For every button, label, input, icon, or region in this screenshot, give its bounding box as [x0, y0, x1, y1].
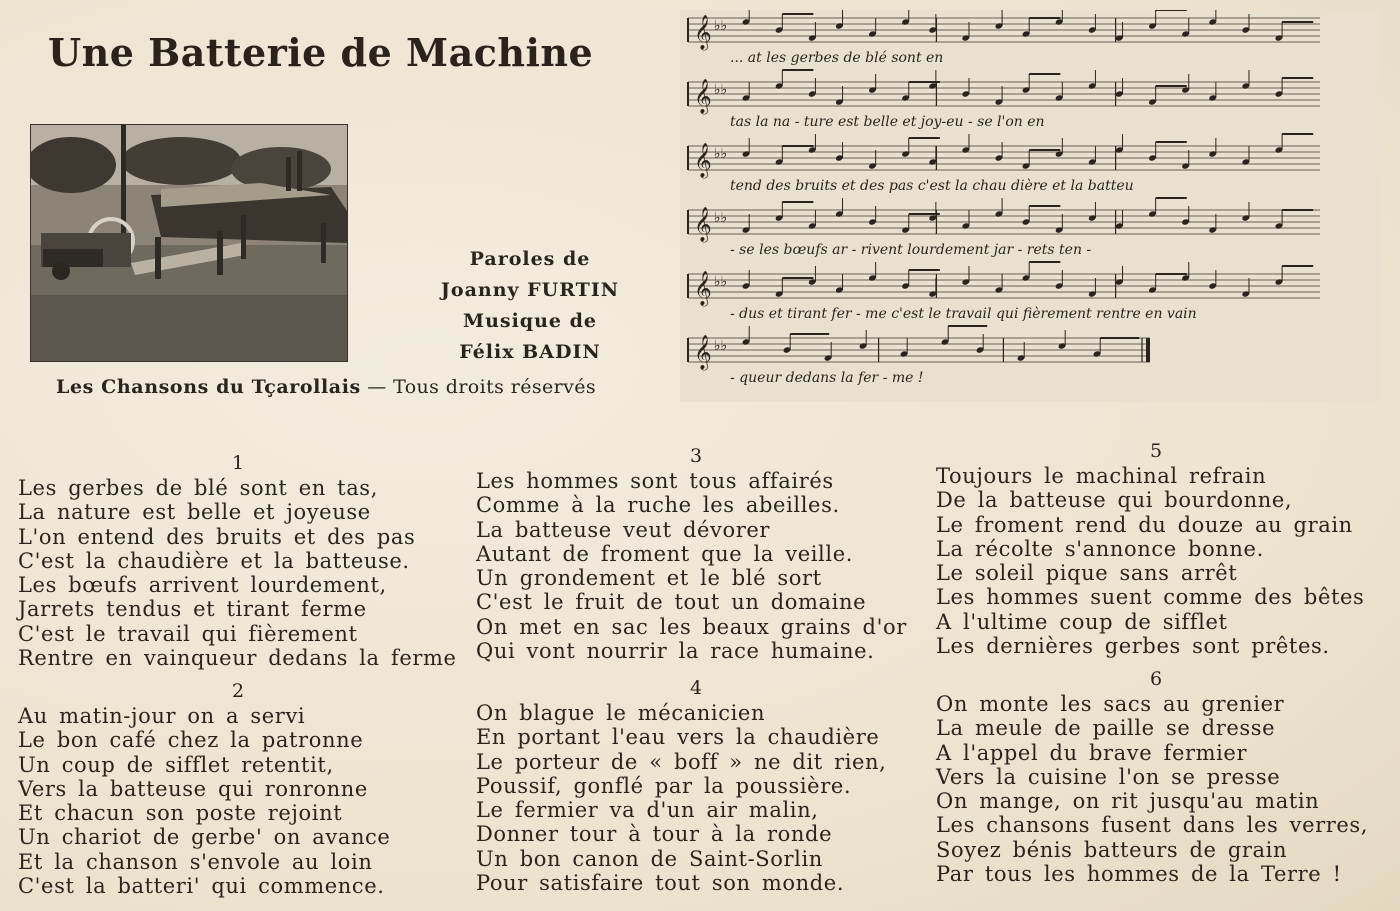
verse-line: C'est le fruit de tout un domaine — [476, 590, 867, 615]
verse-line: De la batteuse qui bourdonne, — [936, 488, 1293, 513]
key-flat: ♭♭ — [714, 338, 728, 354]
verse-line: Le froment rend du douze au grain — [936, 512, 1353, 537]
verse-6 — [936, 668, 1376, 886]
verse-line: Un coup de sifflet retentit, — [18, 752, 334, 777]
verse-line: On monte les sacs au grenier — [936, 692, 1285, 716]
verse-line: C'est la batteri' qui commence. — [18, 874, 385, 899]
score-lyrics: - queur dedans la fer - me ! — [730, 370, 924, 386]
verse-line: Un bon canon de Saint-Sorlin — [476, 846, 823, 871]
verse-line: La batteuse veut dévorer — [476, 517, 771, 542]
key-flat: ♭♭ — [714, 210, 728, 226]
threshing-photo-image — [31, 125, 347, 361]
threshing-photo — [30, 124, 348, 362]
verse-line: Poussif, gonflé par la poussière. — [476, 773, 852, 798]
music-score — [680, 10, 1380, 402]
treble-clef: 𝄞 — [694, 79, 712, 114]
score-lyrics: tend des bruits et des pas c'est la chau dière et la batteu — [730, 178, 1134, 194]
sheet-music — [680, 10, 1380, 402]
verse-line: Soyez bénis batteurs de grain — [936, 837, 1288, 862]
verse-line: A l'ultime coup de sifflet — [936, 609, 1228, 634]
verse-line: Par tous les hommes de la Terre ! — [936, 862, 1342, 887]
score-lyrics: tas la na - ture est belle et joy-eu - se l'on en — [730, 114, 1045, 130]
verse-number: 1 — [231, 452, 245, 474]
key-flat: ♭♭ — [714, 146, 728, 162]
verse-number: 2 — [231, 680, 245, 702]
verse-number: 6 — [1149, 668, 1163, 690]
verse-line: Comme à la ruche les abeilles. — [476, 493, 840, 518]
series-name: Les Chansons du Tçarollais — [56, 376, 361, 398]
verse-line: Au matin-jour on a servi — [18, 704, 306, 728]
verse-line: C'est le travail qui fièrement — [18, 621, 358, 646]
verse-line: La meule de paille se dresse — [936, 716, 1276, 741]
verse-line: Le soleil pique sans arrêt — [936, 561, 1238, 586]
verse-line: Vers la cuisine l'on se presse — [936, 764, 1281, 789]
verse-line: La nature est belle et joyeuse — [18, 500, 371, 525]
score-lyrics: ... at les gerbes de blé sont en — [730, 50, 944, 66]
treble-clef: 𝄞 — [694, 143, 712, 178]
verse-line: Le fermier va d'un air malin, — [476, 798, 819, 823]
author-credits — [410, 244, 650, 368]
verse-number: 4 — [689, 677, 703, 699]
verse-line: Un grondement et le blé sort — [476, 566, 822, 591]
key-flat: ♭♭ — [714, 18, 728, 34]
verse-line: Donner tour à tour à la ronde — [476, 822, 833, 847]
verse-line: Jarrets tendus et tirant ferme — [18, 597, 367, 622]
lyrics-by-label: Paroles de — [469, 248, 591, 270]
verse-line: On blague le mécanicien — [476, 701, 766, 725]
verse-number: 3 — [689, 445, 703, 467]
verse-line: Les hommes suent comme des bêtes — [936, 585, 1365, 610]
verse-line: Toujours le machinal refrain — [936, 464, 1267, 488]
verse-line: Les gerbes de blé sont en tas, — [18, 476, 378, 500]
verse-line: On met en sac les beaux grains d'or — [476, 614, 907, 639]
verse-line: L'on entend des bruits et des pas — [18, 524, 416, 549]
verse-number: 5 — [1149, 440, 1163, 462]
verse-line: Les chansons fusent dans les verres, — [936, 813, 1369, 838]
verse-line: A l'appel du brave fermier — [936, 740, 1248, 765]
verse-line: C'est la chaudière et la batteuse. — [18, 548, 410, 573]
verse-line: Autant de froment que la veille. — [476, 541, 853, 566]
rights-notice: — Tous droits réservés — [360, 376, 597, 398]
publisher-line — [56, 376, 596, 398]
key-flat: ♭♭ — [714, 82, 728, 98]
verse-line: Les bœufs arrivent lourdement, — [18, 573, 387, 598]
treble-clef: 𝄞 — [694, 15, 712, 50]
verse-line: Le bon café chez la patronne — [18, 728, 364, 753]
treble-clef: 𝄞 — [694, 335, 712, 370]
verse-2 — [18, 680, 458, 898]
verse-line: Et chacun son poste rejoint — [18, 801, 343, 826]
verse-line: Les hommes sont tous affairés — [476, 469, 834, 493]
verse-line: Un chariot de gerbe' on avance — [18, 825, 391, 850]
verse-3 — [476, 445, 916, 663]
treble-clef: 𝄞 — [694, 271, 712, 306]
verse-line: Qui vont nourrir la race humaine. — [476, 639, 875, 664]
composer-name: Félix BADIN — [459, 341, 601, 363]
score-lyrics: - se les bœufs ar - rivent lourdement jar - rets ten - — [730, 242, 1092, 258]
song-title: Une Batterie de Machine — [48, 30, 594, 75]
verse-5 — [936, 440, 1376, 658]
verse-line: La récolte s'annonce bonne. — [936, 536, 1264, 561]
treble-clef: 𝄞 — [694, 207, 712, 242]
verse-line: Et la chanson s'envole au loin — [18, 849, 373, 874]
verse-1 — [18, 452, 458, 670]
verse-line: Vers la batteuse qui ronronne — [18, 776, 368, 801]
verse-4 — [476, 677, 916, 895]
verse-line: Pour satisfaire tout son monde. — [476, 871, 845, 896]
verse-line: Les dernières gerbes sont prêtes. — [936, 634, 1330, 659]
verse-line: Rentre en vainqueur dedans la ferme — [18, 646, 457, 671]
score-lyrics: - dus et tirant fer - me c'est le travail qui fièrement rentre en vain — [730, 306, 1197, 322]
music-by-label: Musique de — [463, 310, 597, 332]
lyricist-name: Joanny FURTIN — [440, 279, 620, 301]
verse-line: En portant l'eau vers la chaudière — [476, 725, 880, 750]
verse-line: On mange, on rit jusqu'au matin — [936, 789, 1320, 814]
verse-line: Le porteur de « boff » ne dit rien, — [476, 749, 887, 774]
key-flat: ♭♭ — [714, 274, 728, 290]
